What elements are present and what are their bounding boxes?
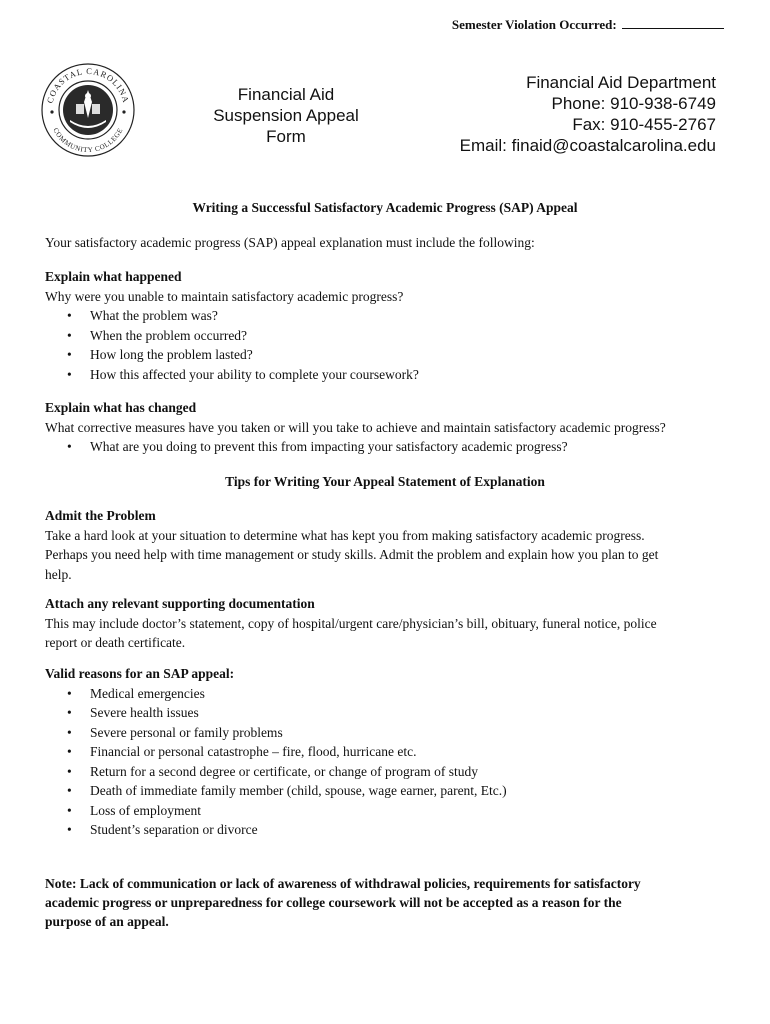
form-title-line-3: Form (266, 127, 306, 146)
list-item: • How long the problem lasted? (45, 345, 745, 365)
explain-happened-question: Why were you unable to maintain satisfactory academic progress? (45, 288, 404, 304)
admit-line-2: Perhaps you need help with time management or study skills. Admit the problem and explain how you plan to get (45, 547, 659, 562)
attach-section (45, 594, 755, 653)
note-line-1: Note: Lack of communication or lack of awareness of withdrawal policies, requirements for satisfactory (45, 876, 641, 891)
form-title-line-2: Suspension Appeal (213, 106, 359, 125)
admit-heading: Admit the Problem (45, 508, 156, 523)
attach-heading: Attach any relevant supporting documentation (45, 596, 315, 611)
valid-reasons-heading: Valid reasons for an SAP appeal: (45, 666, 235, 681)
list-item: • Death of immediate family member (child, spouse, wage earner, parent, Etc.) (45, 781, 755, 801)
form-title-line-1: Financial Aid (237, 85, 335, 104)
admit-line-1: Take a hard look at your situation to determine what has kept you from making satisfactory academic progress. (45, 527, 645, 543)
admit-line-3: help. (45, 566, 72, 582)
explain-happened-section (45, 267, 745, 384)
seal-arc-bottom-text: COMMUNITY COLLEGE (51, 126, 125, 155)
intro-text: Your satisfactory academic progress (SAP) appeal explanation must include the following: (45, 235, 535, 250)
contact-phone: Phone: 910-938-6749 (551, 94, 716, 113)
list-item: • What the problem was? (45, 306, 745, 326)
list-item: • Medical emergencies (45, 684, 755, 704)
explain-changed-section (45, 398, 755, 457)
note-line-3: purpose of an appeal. (45, 914, 169, 929)
list-item: • Student’s separation or divorce (45, 820, 755, 840)
list-item: • What are you doing to prevent this from impacting your satisfactory academic progress? (45, 437, 755, 457)
explain-happened-heading: Explain what happened (45, 269, 182, 284)
explain-changed-question: What corrective measures have you taken or will you take to achieve and maintain satisfactory academic progress? (45, 419, 666, 435)
section-title: Writing a Successful Satisfactory Academic Progress (SAP) Appeal (192, 200, 578, 215)
note-section (45, 874, 755, 931)
list-item: • When the problem occurred? (45, 326, 745, 346)
semester-violation-field (452, 17, 724, 33)
valid-reasons-list (45, 684, 755, 840)
explain-changed-list (45, 437, 755, 457)
explain-changed-heading: Explain what has changed (45, 400, 197, 415)
semester-violation-blank[interactable] (622, 17, 724, 29)
list-item: • How this affected your ability to complete your coursework? (45, 365, 745, 385)
semester-violation-separator: : (612, 17, 617, 32)
valid-reasons-section (45, 664, 755, 840)
list-item: • Loss of employment (45, 801, 755, 821)
seal-arc-top-text: COASTAL CAROLINA (44, 65, 132, 105)
attach-line-2: report or death certificate. (45, 635, 186, 650)
tips-title: Tips for Writing Your Appeal Statement of Explanation (225, 474, 545, 489)
list-item: • Severe personal or family problems (45, 723, 755, 743)
list-item: • Return for a second degree or certificate, or change of program of study (45, 762, 755, 782)
explain-happened-list (45, 306, 745, 384)
contact-fax: Fax: 910-455-2767 (572, 115, 716, 134)
admit-section (45, 506, 755, 584)
note-line-2: academic progress or unpreparedness for college coursework will not be accepted as a reason for the (45, 895, 622, 910)
list-item: • Financial or personal catastrophe – fire, flood, hurricane etc. (45, 742, 755, 762)
attach-line-1: This may include doctor’s statement, copy of hospital/urgent care/physician’s bill, obituary, funeral notice, police (45, 615, 657, 631)
form-title (196, 84, 376, 147)
contact-block (460, 72, 716, 156)
college-seal-logo (40, 62, 136, 158)
list-item: • Severe health issues (45, 703, 755, 723)
contact-email[interactable]: Email: finaid@coastalcarolina.edu (459, 136, 716, 155)
contact-department: Financial Aid Department (526, 73, 716, 92)
semester-violation-label: Semester Violation Occurred (451, 17, 613, 32)
